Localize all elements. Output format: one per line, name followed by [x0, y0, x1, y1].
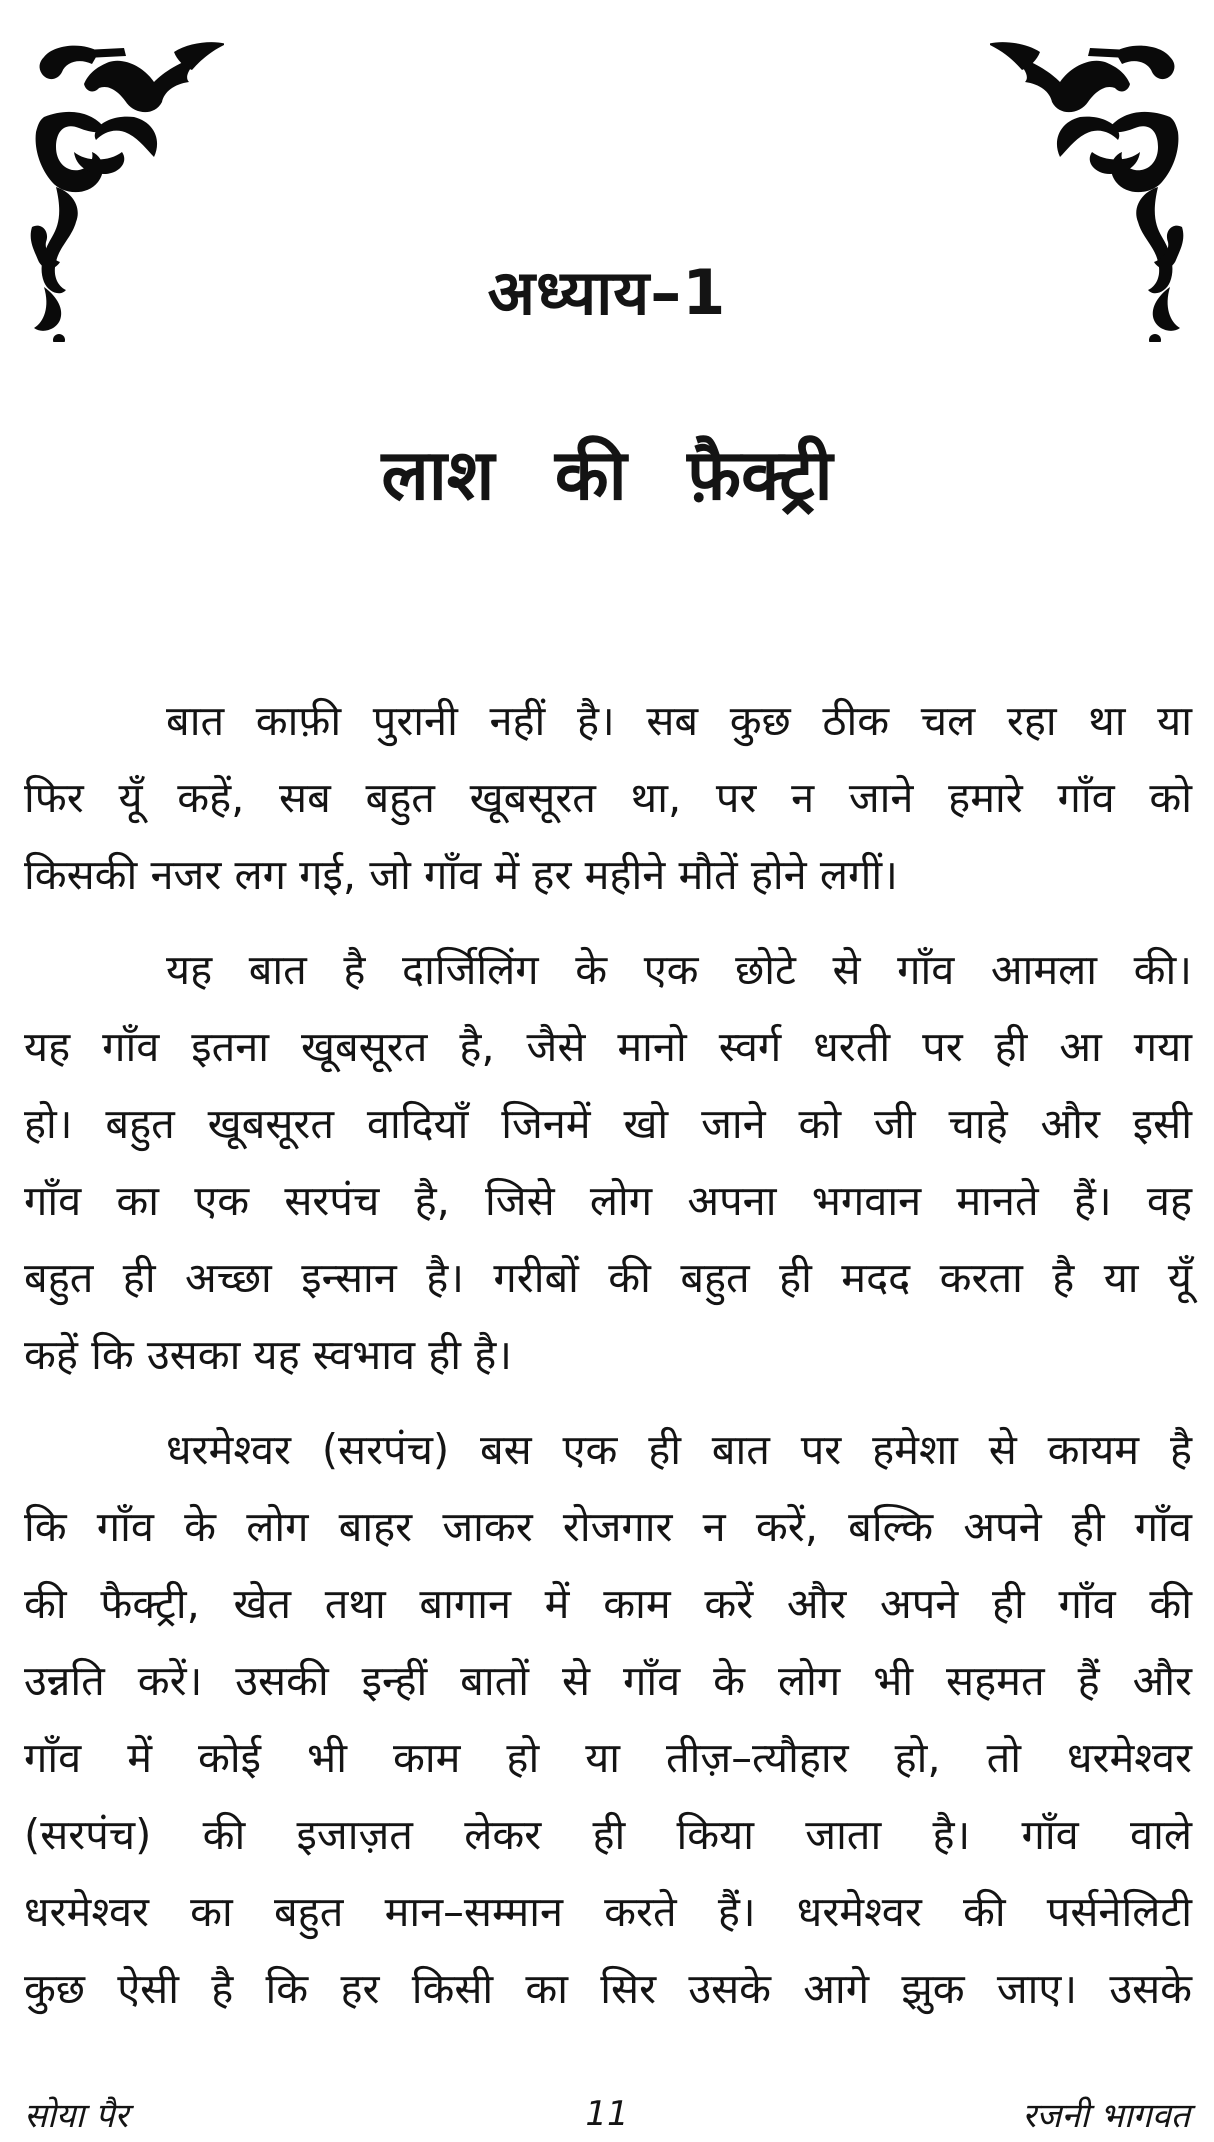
paragraph-1 [24, 682, 1192, 913]
paragraph-3 [24, 1411, 1192, 2027]
text-line: बहुत ही अच्छा इन्सान है। गरीबों की बहुत ही मदद करता है या यूँ [24, 1253, 1192, 1302]
paragraph-2 [24, 931, 1192, 1393]
text-line: धरमेश्वर (सरपंच) बस एक ही बात पर हमेशा से कायम है [166, 1425, 1192, 1474]
footer-book-title: सोया पैर [24, 2096, 129, 2136]
text-line: (सरपंच) की इजाज़त लेकर ही किया जाता है। गाँव वाले [24, 1810, 1192, 1859]
chapter-title: लाश की फ़ैक्ट्री [381, 434, 833, 516]
text-line: बात काफ़ी पुरानी नहीं है। सब कुछ ठीक चल रहा था या [166, 696, 1192, 745]
text-line: यह गाँव इतना खूबसूरत है, जैसे मानो स्वर्ग धरती पर ही आ गया [24, 1022, 1192, 1071]
text-line: फिर यूँ कहें, सब बहुत खूबसूरत था, पर न जाने हमारे गाँव को [24, 773, 1192, 822]
text-line: की फैक्ट्री, खेत तथा बागान में काम करें और अपने ही गाँव की [24, 1579, 1192, 1628]
text-line: किसकी नजर लग गई, जो गाँव में हर महीने मौतें होने लगीं। [24, 850, 898, 899]
text-line: कहें कि उसका यह स्वभाव ही है। [24, 1330, 512, 1379]
text-line: धरमेश्वर का बहुत मान–सम्मान करते हैं। धरमेश्वर की पर्सनेलिटी [24, 1887, 1192, 1936]
text-line: कि गाँव के लोग बाहर जाकर रोजगार न करें, बल्कि अपने ही गाँव [24, 1502, 1192, 1551]
text-line: कुछ ऐसी है कि हर किसी का सिर उसके आगे झुक जाए। उसके [24, 1964, 1192, 2013]
text-line: हो। बहुत खूबसूरत वादियाँ जिनमें खो जाने को जी चाहे और इसी [24, 1099, 1192, 1148]
footer-author: रजनी भागवत [1022, 2096, 1190, 2136]
text-line: गाँव में कोई भी काम हो या तीज़–त्यौहार हो, तो धरमेश्वर [24, 1733, 1192, 1782]
chapter-body [24, 682, 1192, 2045]
text-line: गाँव का एक सरपंच है, जिसे लोग अपना भगवान मानते हैं। वह [24, 1176, 1192, 1225]
page-footer [24, 2090, 1190, 2138]
text-line: यह बात है दार्जिलिंग के एक छोटे से गाँव आमला की। [166, 945, 1192, 994]
chapter-number-heading: अध्याय–1 [487, 256, 727, 329]
page-number: 11 [585, 2094, 629, 2134]
text-line: उन्नति करें। उसकी इन्हीं बातों से गाँव के लोग भी सहमत हैं और [24, 1656, 1192, 1705]
